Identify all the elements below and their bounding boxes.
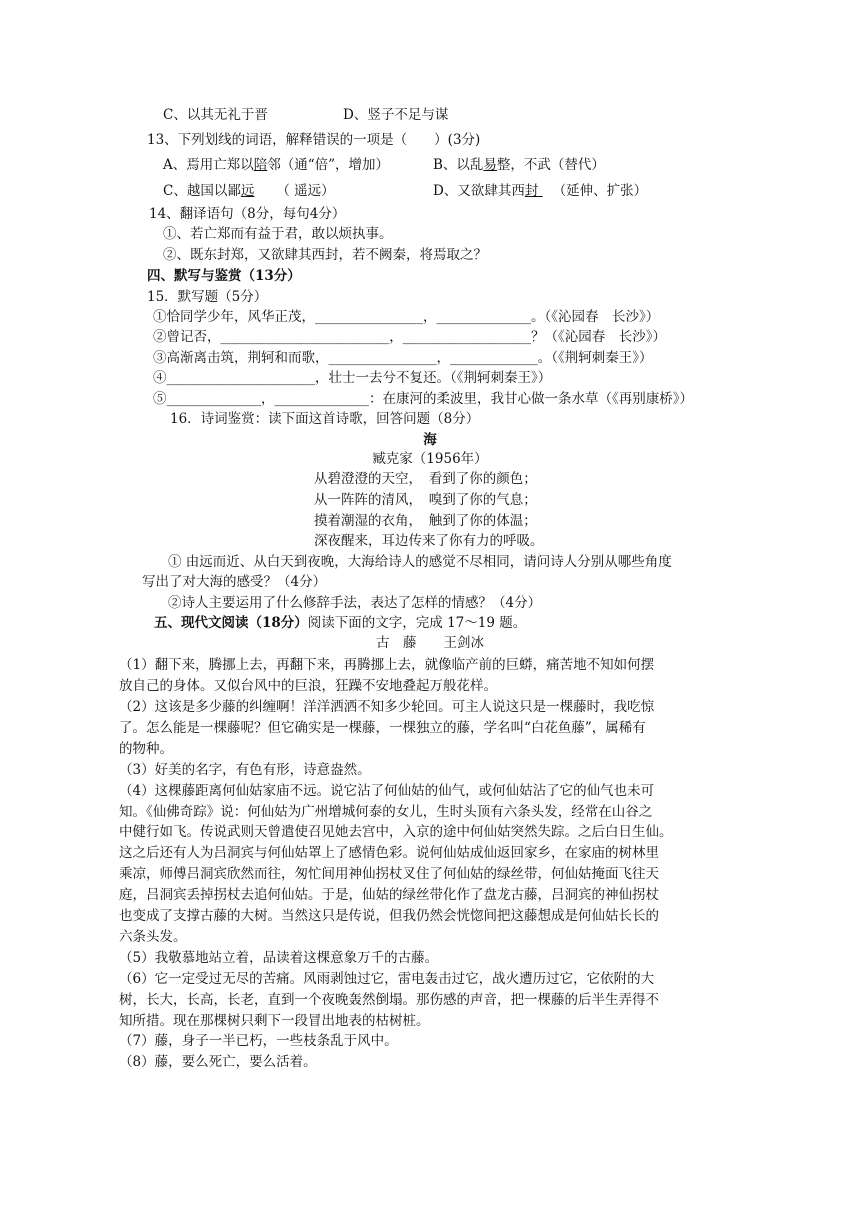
article-line: （6）它一定受过无尽的苦痛。风雨剥蚀过它，雷电轰击过它，战火遭历过它，它依附的大 <box>119 971 655 987</box>
q16-question-1b: 写出了对大海的感受？（4分） <box>142 574 327 590</box>
article-line: 的物种。 <box>119 741 173 757</box>
q14-sentence-2: ②、既东封郑，又欲肆其西封，若不阙秦，将焉取之？ <box>163 247 487 263</box>
poem-verse-1: 从碧澄澄的天空， 看到了你的颜色； <box>314 471 537 487</box>
underlined-word: 易 <box>483 157 497 173</box>
q15-line-2: ②曾记否，_________________________，___________________？（《沁园春 长沙》） <box>153 329 666 345</box>
q12-option-c: C、以其无礼于晋 <box>163 107 268 123</box>
article-line: 树，长大，长高，长老，直到一个夜晚轰然倒塌。那伤感的声音，把一棵藤的后半生弄得不 <box>119 992 659 1008</box>
q15-line-3: ③高渐离击筑，荆轲和而歌，________________，_____________。（《荆轲刺秦王》） <box>153 350 653 366</box>
article-line: 六条头发。 <box>119 929 187 945</box>
q13-stem: 13、下列划线的词语，解释错误的一项是（ ）(3分) <box>147 132 481 148</box>
article-line: （1）翻下来，腾挪上去，再翻下来，再腾挪上去，就像临产前的巨蟒，痛苦地不知如何摆 <box>119 657 655 673</box>
poem-verse-2: 从一阵阵的清风， 嗅到了你的气息； <box>314 492 537 508</box>
q15-line-4: ④______________________，壮士一去兮不复还。（《荆轲刺秦王》） <box>153 370 552 386</box>
q14-stem: 14、翻译语句（8分，每句4分） <box>149 206 346 222</box>
section-5-heading: 五、现代文阅读（18分）阅读下面的文字，完成 17～19 题。 <box>154 615 527 631</box>
article-line: 乘凉，师傅吕洞宾欣然而往，匆忙间用神仙拐杖叉住了何仙姑的绿丝带，何仙姑掩面飞往天 <box>119 866 659 882</box>
poem-title: 海 <box>423 432 437 448</box>
article-line: （8）藤，要么死亡，要么活着。 <box>119 1054 317 1070</box>
article-line: 知所措。现在那棵树只剩下一段冒出地表的枯树桩。 <box>119 1013 430 1029</box>
q13-option-b: B、以乱易整，不武（替代） <box>433 157 605 173</box>
q16-question-1a: ① 由远而近、从白天到夜晚，大海给诗人的感觉不尽相同，请问诗人分别从哪些角度 <box>168 554 672 570</box>
q15-stem: 15．默写题（5分） <box>147 289 268 305</box>
poem-verse-3: 摸着潮湿的衣角， 触到了你的体温； <box>314 513 537 529</box>
article-line: 放自己的身体。又似台风中的巨浪，狂躁不安地叠起万般花样。 <box>119 678 497 694</box>
q16-question-2: ②诗人主要运用了什么修辞手法，表达了怎样的情感？（4分） <box>168 595 542 611</box>
underlined-word: 陪 <box>253 157 268 173</box>
article-line: （4）这棵藤距离何仙姑家庙不远。说它沾了何仙姑的仙气，或何仙姑沾了它的仙气也未可 <box>119 783 655 799</box>
q14-sentence-1: ①、若亡郑而有益于君，敢以烦执事。 <box>163 226 393 242</box>
q15-line-5: ⑤______________，______________：在康河的柔波里，我甘心做一条水草（《再别康桥》） <box>153 391 693 407</box>
article-line: （2）这该是多少藤的纠缠啊！洋洋洒洒不知多少轮回。可主人说这只是一棵藤时，我吃惊 <box>119 699 655 715</box>
article-line: （3）好美的名字，有色有形，诗意盎然。 <box>119 762 371 778</box>
article-line: （7）藤，身子一半已朽，一些枝条乱于风中。 <box>119 1033 398 1049</box>
section-4-heading: 四、默写与鉴赏（13分） <box>147 268 301 284</box>
q16-stem: 16．诗词鉴赏：读下面这首诗歌，回答问题（8分） <box>170 411 480 427</box>
article-line: 中健行如飞。传说武则天曾遣使召见她去宫中，入京的途中何仙姑突然失踪。之后白日生仙。 <box>119 824 673 840</box>
q13-option-d: D、又欲肆其西封 （延伸、扩张） <box>433 183 648 199</box>
underlined-word: 封 <box>524 183 543 199</box>
poem-verse-4: 深夜醒来，耳边传来了你有力的呼吸。 <box>314 533 544 549</box>
q15-line-1: ①恰同学少年，风华正茂，________________，______________。（《沁园春 长沙》） <box>153 309 660 325</box>
article-line: 也变成了支撑古藤的大树。当然这只是传说，但我仍然会恍惚间把这藤想成是何仙姑长长的 <box>119 908 659 924</box>
article-title: 古 藤 王剑冰 <box>376 635 484 651</box>
article-line: 了。怎么能是一棵藤呢？但它确实是一棵藤，一棵独立的藤，学名叫“白花鱼藤”，属稀有 <box>119 720 646 736</box>
article-line: 知。《仙佛奇踪》说：何仙姑为广州增城何泰的女儿，生时头顶有六条头发，经常在山谷之 <box>119 804 653 820</box>
article-line: 庭，吕洞宾丢掉拐杖去追何仙姑。于是，仙姑的绿丝带化作了盘龙古藤，吕洞宾的神仙拐杖 <box>119 887 659 903</box>
underlined-word: 远 <box>240 183 255 199</box>
q13-option-c: C、越国以鄙远 （ 遥远） <box>163 183 335 199</box>
q12-option-d: D、竖子不足与谋 <box>343 107 449 123</box>
q13-option-a: A、焉用亡郑以陪邻（通“倍”，增加） <box>163 157 390 173</box>
article-line: （5）我敬慕地站立着，品读着这棵意象万千的古藤。 <box>119 950 439 966</box>
article-line: 这之后还有人为吕洞宾与何仙姑罩上了感情色彩。说何仙姑成仙返回家乡，在家庙的树林里 <box>119 845 659 861</box>
poem-author: 臧克家（1956年） <box>372 451 488 467</box>
